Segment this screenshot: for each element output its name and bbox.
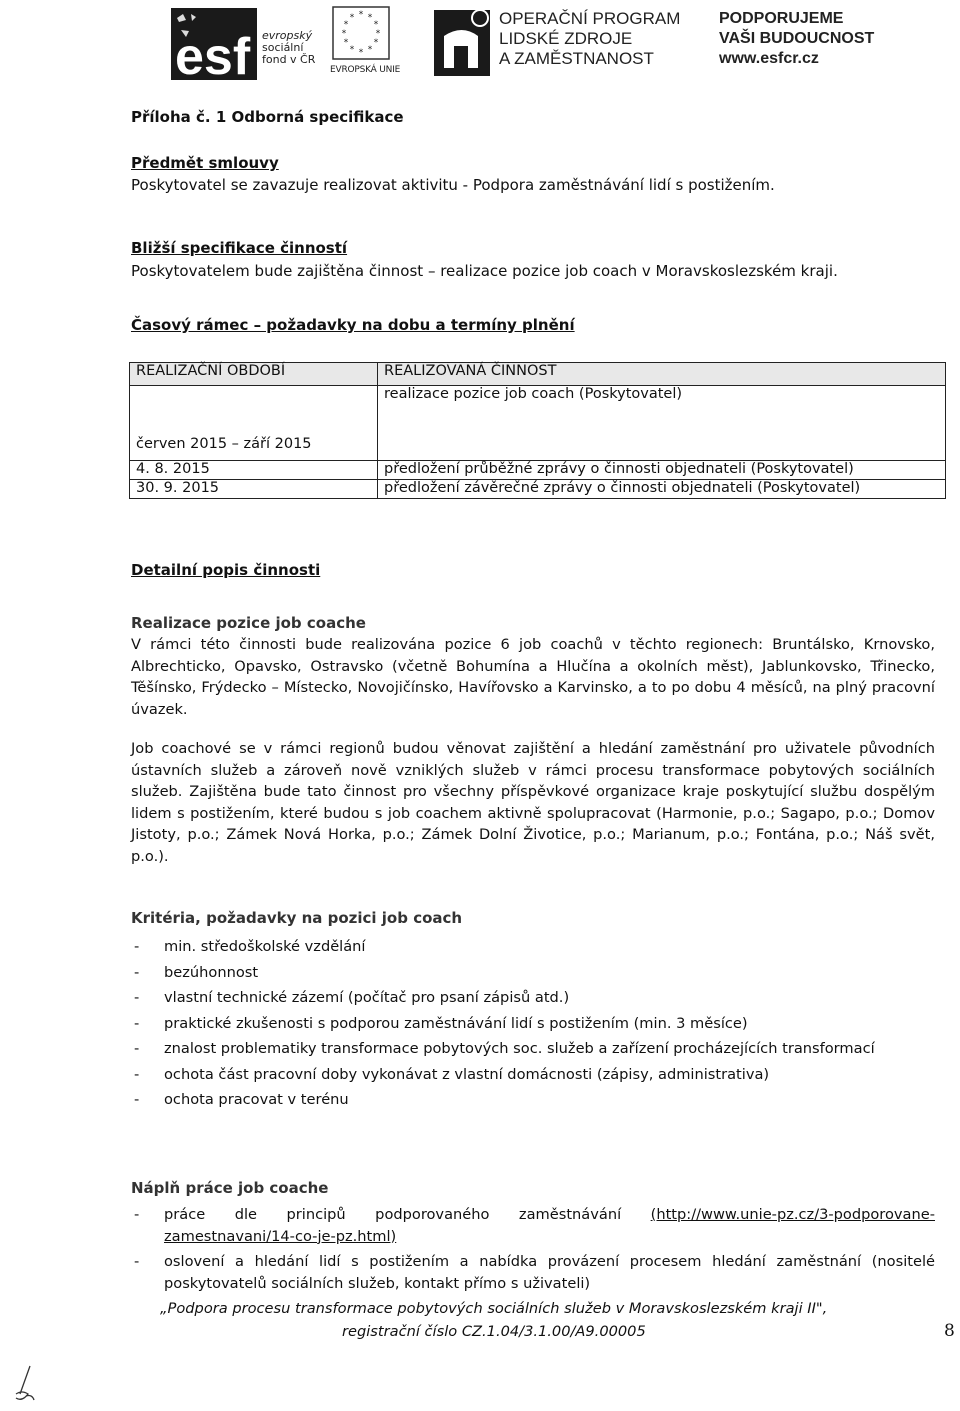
svg-text:*: * [343,38,349,48]
criteria-list [131,936,935,1111]
section-text-spec: Poskytovatelem bude zajištěna činnost – realizace pozice job coach v Moravskoslezském kraji. [131,262,838,280]
list-item: - min. středoškolské vzdělání [131,936,935,958]
timeframe-table [129,362,946,499]
esf-text: evropský sociální fond v ČR [262,29,316,66]
slogan: PODPORUJEME VAŠI BUDOUCNOST www.esfcr.cz [719,10,875,67]
document-title: Příloha č. 1 Odborná specifikace [131,108,404,126]
list-item [131,1204,935,1247]
table-cell-activity: předložení průběžné zprávy o činnosti objednateli (Poskytovatel) [378,461,946,480]
section-text-subject: Poskytovatel se zavazuje realizovat aktivitu - Podpora zaměstnávání lidí s postižením. [131,176,775,194]
paragraph-coaches: Job coachové se v rámci regionů budou věnovat zajištění a hledání zaměstnání pro uživatele původních ústavních služeb a zároveň nově vzniklých služeb v rámci procesu transformace pobytových sociálních služeb. Zajištěna bude tato činnost pro všechny příspěvkové organizace kraje poskytující službu dospělým lidem s postižením, které budou s job coachem aktivně spolupracovat (Harmonie, p.o.; Sagapo, p.o.; Domov Jistoty, p.o.; Zámek Nová Horka, p.o.; Zámek Dolní Životice, p.o.; Marianum, p.o.; Fontána, p.o.; Náš svět, p.o.). [131,740,935,865]
subheading-duties: Náplň práce job coache [131,1179,329,1197]
list-item: - znalost problematiky transformace pobytových soc. služeb a zařízení procházejících transformací [131,1038,935,1060]
svg-text:*: * [349,45,355,55]
eu-flag-icon [332,6,390,60]
table-row [130,461,946,480]
esf-url[interactable]: www.esfcr.cz [719,50,819,67]
eu-label: EVROPSKÁ UNIE [330,65,401,75]
section-heading-spec: Bližší specifikace činností [131,239,348,257]
list-item: - ochota pracovat v terénu [131,1089,935,1111]
table-row [130,480,946,499]
table-row [130,386,946,461]
unie-pz-link[interactable]: (http://www.unie-pz.cz/3-podporovane-zamestnavani/14-co-je-pz.html) [164,1206,935,1245]
page-number: 8 [944,1321,955,1341]
svg-text:*: * [367,45,373,55]
list-item: - ochota část pracovní doby vykonávat z vlastní domácnosti (zápisy, administrativa) [131,1064,935,1086]
table-cell-period: 4. 8. 2015 [130,461,378,480]
svg-text:*: * [375,29,381,39]
subheading-criteria: Kritéria, požadavky na pozici job coach [131,909,463,927]
footer-registration: registrační číslo CZ.1.04/3.1.00/A9.00005 [342,1323,646,1340]
table-cell-period: červen 2015 – září 2015 [130,386,378,461]
table-header-row [130,363,946,386]
list-item: - bezúhonnost [131,962,935,984]
duty-text: práce dle principů podporovaného zaměstnávání [164,1206,622,1223]
subheading-job-coach: Realizace pozice job coache [131,614,366,632]
footer-project: „Podpora procesu transformace pobytových sociálních služeb v Moravskoslezském kraji II", [160,1300,828,1317]
table-cell-period: 30. 9. 2015 [130,480,378,499]
op-program-name: OPERAČNÍ PROGRAM LIDSKÉ ZDROJE A ZAMĚSTNANOST [499,9,681,68]
svg-text:*: * [341,29,347,39]
duties-list [131,1204,935,1294]
op-lz-logo [432,6,492,78]
svg-text:*: * [367,13,373,23]
svg-text:*: * [358,48,364,58]
svg-text:*: * [358,10,364,20]
svg-text:esf: esf [175,28,251,80]
section-heading-detail: Detailní popis činnosti [131,561,321,579]
table-header-period: REALIZAČNÍ OBDOBÍ [130,363,378,386]
section-heading-timeframe: Časový rámec – požadavky na dobu a termíny plnění [131,316,575,334]
list-item: - oslovení a hledání lidí s postižením a nabídka provázení procesem hledání zaměstnání (nositelé poskytovatelů sociálních služeb, kontakt přímo s uživateli) [131,1251,935,1294]
table-cell-activity: předložení závěrečné zprávy o činnosti objednateli (Poskytovatel) [378,480,946,499]
paragraph-regions: V rámci této činnosti bude realizována pozice 6 job coachů v těchto regionech: Bruntálsko, Krnovsko, Albrechticko, Opavsko, Ostravsko (včetně Bohumína a Hlučína a okolních měst), Jablunkovsko, Třinecko, Těšínsko, Frýdecko – Místecko, Novojičínsko, Havířovsko a Karvinsko, a to po dobu 4 měsíců, na plný pracovní úvazek. [131,636,935,718]
list-item: - vlastní technické zázemí (počítač pro psaní zápisů atd.) [131,987,935,1009]
svg-text:*: * [343,20,349,30]
svg-text:*: * [373,20,379,30]
list-item: - praktické zkušenosti s podporou zaměstnávání lidí s postižením (min. 3 měsíce) [131,1013,935,1035]
table-cell-activity: realizace pozice job coach (Poskytovatel) [378,386,946,461]
svg-text:*: * [373,38,379,48]
table-header-activity: REALIZOVANÁ ČINNOST [378,363,946,386]
section-heading-subject: Předmět smlouvy [131,154,279,172]
handwritten-initials [12,1364,38,1404]
svg-text:*: * [349,13,355,23]
